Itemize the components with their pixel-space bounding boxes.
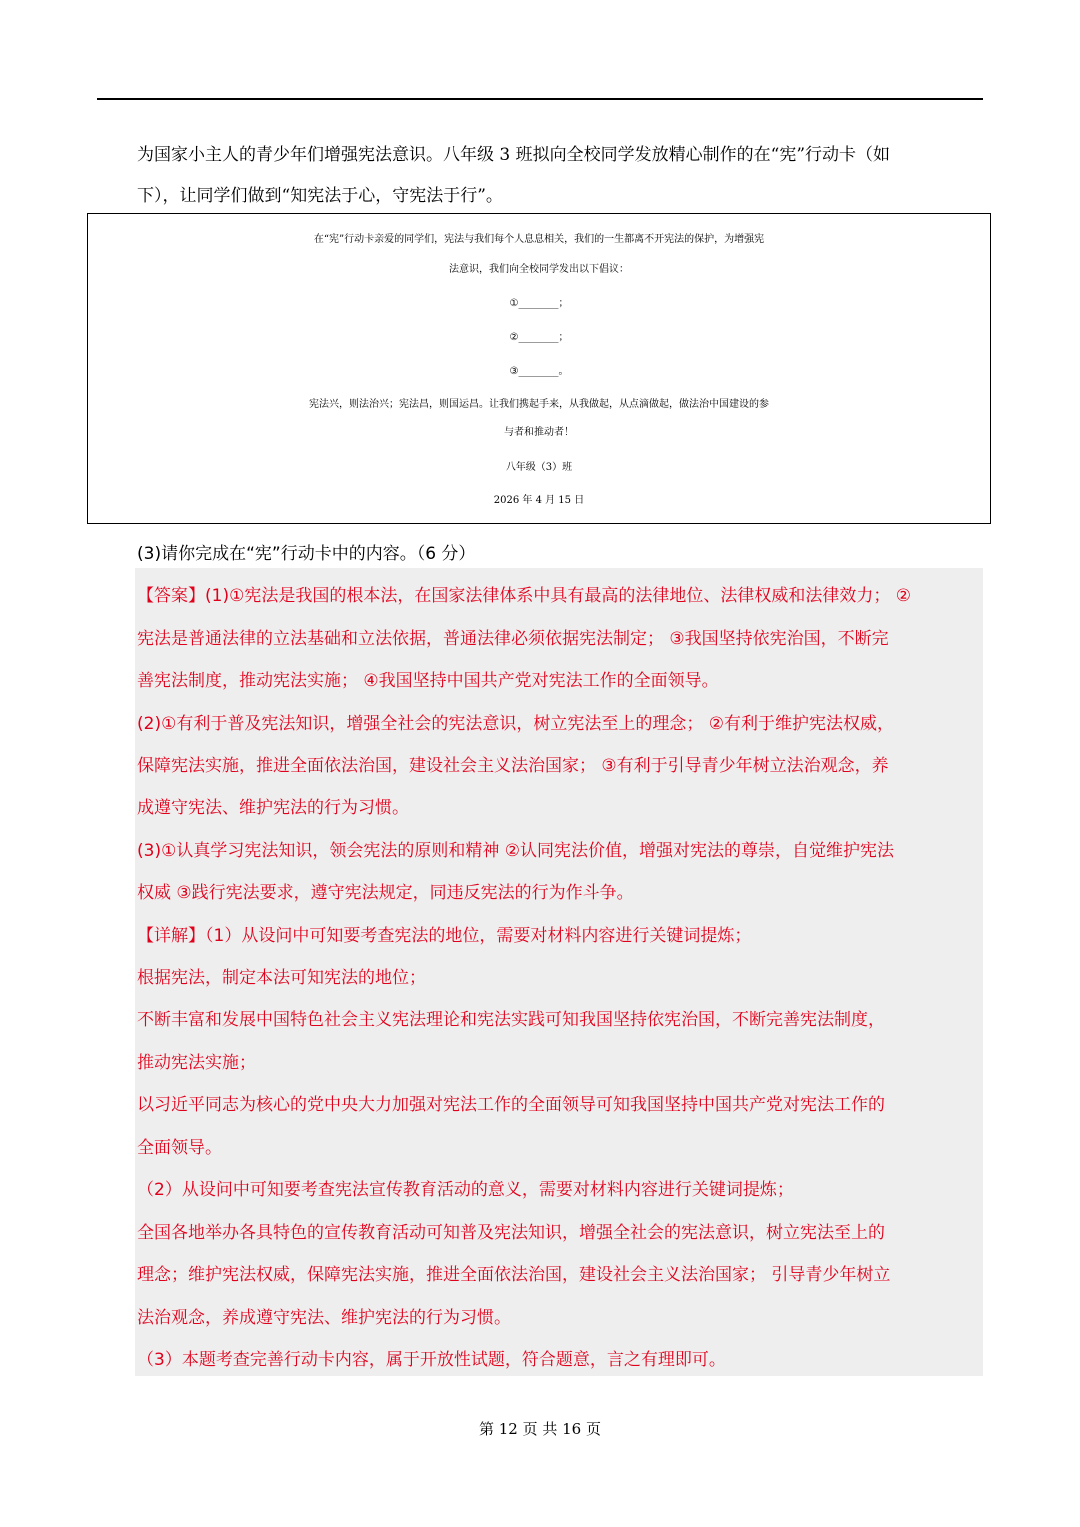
answer-line: (2)①有利于普及宪法知识，增强全社会的宪法意识，树立宪法至上的理念； ②有利于维护宪法权威，	[137, 714, 894, 734]
answer-line: 保障宪法实施，推进全面依法治国，建设社会主义法治国家； ③有利于引导青少年树立法治观念，养	[137, 756, 889, 776]
question-3: (3)请你完成在“宪”行动卡中的内容。（6 分）	[137, 544, 476, 564]
answer-line: 【详解】（1）从设问中可知要考查宪法的地位，需要对材料内容进行关键词提炼；	[137, 926, 752, 946]
answer-line: 成遵守宪法、维护宪法的行为习惯。	[137, 798, 409, 818]
card-date: 2026 年 4 月 15 日	[493, 495, 585, 506]
answer-line: 以习近平同志为核心的党中央大力加强对宪法工作的全面领导可知我国坚持中国共产党对宪法工作的	[137, 1095, 885, 1115]
header-rule	[97, 98, 983, 100]
card-line-1: 在“宪”行动卡亲爱的同学们，宪法与我们每个人息息相关，我们的一生都离不开宪法的保护，为增强宪	[313, 234, 765, 245]
answer-line: 全面领导。	[137, 1138, 222, 1158]
answer-line: 理念；维护宪法权威，保障宪法实施，推进全面依法治国，建设社会主义法治国家； 引导青少年树立	[137, 1265, 891, 1285]
answer-line: 全国各地举办各具特色的宣传教育活动可知普及宪法知识，增强全社会的宪法意识，树立宪法至上的	[137, 1223, 885, 1243]
answer-line: 宪法是普通法律的立法基础和立法依据，普通法律必须依据宪法制定； ③我国坚持依宪治国，不断完	[137, 629, 889, 649]
card-signature: 八年级（3）班	[505, 462, 573, 473]
card-item-2: ②________；	[509, 332, 569, 343]
answer-line: 权威 ③践行宪法要求，遵守宪法规定，同违反宪法的行为作斗争。	[137, 883, 634, 903]
intro-line-2: 下），让同学们做到“知宪法于心，守宪法于行”。	[137, 186, 503, 206]
answer-line: （3）本题考查完善行动卡内容，属于开放性试题，符合题意，言之有理即可。	[137, 1350, 726, 1370]
answer-line: 推动宪法实施；	[137, 1053, 256, 1073]
intro-line-1: 为国家小主人的青少年们增强宪法意识。八年级 3 班拟向全校同学发放精心制作的在“宪”行动卡（如	[137, 145, 891, 165]
page-number: 第 12 页 共 16 页	[478, 1420, 601, 1438]
card-line-4: 与者和推动者！	[504, 427, 574, 438]
answer-line: 根据宪法，制定本法可知宪法的地位；	[137, 968, 426, 988]
card-item-3: ③________。	[509, 366, 569, 377]
answer-line: (3)①认真学习宪法知识，领会宪法的原则和精神 ②认同宪法价值，增强对宪法的尊崇，自觉维护宪法	[137, 841, 894, 861]
answer-line: 法治观念，养成遵守宪法、维护宪法的行为习惯。	[137, 1308, 511, 1328]
answer-line: （2）从设问中可知要考查宪法宣传教育活动的意义，需要对材料内容进行关键词提炼；	[137, 1180, 794, 1200]
card-line-3: 宪法兴，则法治兴；宪法昌，则国运昌。让我们携起手来，从我做起，从点滴做起，做法治中国建设的参	[309, 399, 769, 410]
card-line-2: 法意识，我们向全校同学发出以下倡议：	[449, 264, 629, 275]
answer-line: 不断丰富和发展中国特色社会主义宪法理论和宪法实践可知我国坚持依宪治国，不断完善宪法制度，	[137, 1010, 885, 1030]
action-card	[87, 213, 991, 524]
answer-line: 【答案】(1)①宪法是我国的根本法，在国家法律体系中具有最高的法律地位、法律权威和法律效力； ②	[137, 586, 911, 606]
card-item-1: ①________；	[509, 298, 569, 309]
answer-line: 善宪法制度，推动宪法实施； ④我国坚持中国共产党对宪法工作的全面领导。	[137, 671, 719, 691]
